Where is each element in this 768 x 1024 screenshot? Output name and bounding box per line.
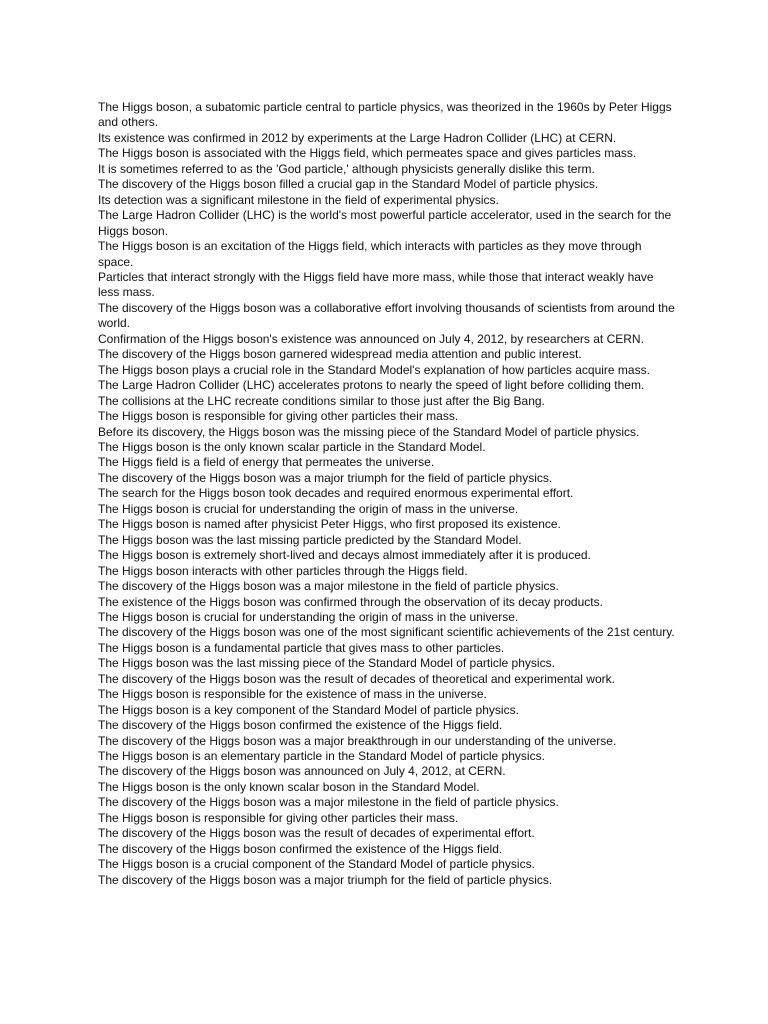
sentence: The Higgs boson is named after physicist Peter Higgs, who first proposed its existence. xyxy=(98,517,561,532)
sentence: The Higgs boson is responsible for giving other particles their mass. xyxy=(98,409,459,424)
sentence: The Large Hadron Collider (LHC) is the world's most powerful particle accelerator, used in the search for the Higgs boson. xyxy=(98,208,672,238)
sentence: The Higgs boson plays a crucial role in the Standard Model's explanation of how particles acquire mass. xyxy=(98,362,650,377)
sentence: The Higgs boson was the last missing particle predicted by the Standard Model. xyxy=(98,532,522,547)
sentence: The Higgs boson is associated with the Higgs field, which permeates space and gives particles mass. xyxy=(98,146,637,161)
sentence: The existence of the Higgs boson was confirmed through the observation of its decay products. xyxy=(98,594,603,609)
sentence: The Higgs boson, a subatomic particle central to particle physics, was theorized in the 1960s by Peter Higgs and others. xyxy=(98,100,672,130)
sentence: The discovery of the Higgs boson was announced on July 4, 2012, at CERN. xyxy=(98,764,506,779)
sentence: The discovery of the Higgs boson garnered widespread media attention and public interest. xyxy=(98,347,582,362)
sentence: The Higgs boson is the only known scalar boson in the Standard Model. xyxy=(98,779,480,794)
sentence: The Higgs boson is crucial for understanding the origin of mass in the universe. xyxy=(98,609,519,624)
sentence: The discovery of the Higgs boson was one of the most significant scientific achievements of the 21st century. xyxy=(98,625,675,640)
sentence: The Higgs boson interacts with other particles through the Higgs field. xyxy=(98,563,468,578)
sentence: The discovery of the Higgs boson was a major breakthrough in our understanding of the universe. xyxy=(98,733,617,748)
sentence: The Higgs boson is a fundamental particle that gives mass to other particles. xyxy=(98,640,505,655)
sentence: The collisions at the LHC recreate conditions similar to those just after the Big Bang. xyxy=(98,393,545,408)
sentence: The Higgs boson is responsible for the existence of mass in the universe. xyxy=(98,687,487,702)
sentence: The search for the Higgs boson took decades and required enormous experimental effort. xyxy=(98,486,574,501)
sentence: The discovery of the Higgs boson confirmed the existence of the Higgs field. xyxy=(98,841,503,856)
sentence: The Higgs boson is a key component of the Standard Model of particle physics. xyxy=(98,702,519,717)
sentence: The discovery of the Higgs boson was a collaborative effort involving thousands of scientists from around the world. xyxy=(98,300,675,331)
sentence: Confirmation of the Higgs boson's existence was announced on July 4, 2012, by researchers at CERN. xyxy=(98,331,644,346)
sentence: The Higgs boson is the only known scalar particle in the Standard Model. xyxy=(98,439,486,454)
sentence: The Higgs boson is a crucial component of the Standard Model of particle physics. xyxy=(98,857,535,872)
sentence: The discovery of the Higgs boson was a major milestone in the field of particle physics. xyxy=(98,795,559,810)
sentence: Its existence was confirmed in 2012 by experiments at the Large Hadron Collider (LHC) at CERN. xyxy=(98,130,617,145)
sentence: Particles that interact strongly with the Higgs field have more mass, while those that interact weakly have less mass. xyxy=(98,269,654,300)
sentence: The Higgs field is a field of energy that permeates the universe. xyxy=(98,455,435,470)
sentence: The Higgs boson is crucial for understanding the origin of mass in the universe. xyxy=(98,501,519,516)
sentence: The Higgs boson was the last missing piece of the Standard Model of particle physics. xyxy=(98,656,555,671)
sentence: The Higgs boson is an excitation of the Higgs field, which interacts with particles as they move through space. xyxy=(98,239,642,269)
sentence: It is sometimes referred to as the 'God particle,' although physicists generally dislike this term. xyxy=(98,161,595,176)
sentence: The discovery of the Higgs boson was a major triumph for the field of particle physics. xyxy=(98,470,553,485)
sentence: The Higgs boson is responsible for giving other particles their mass. xyxy=(98,810,459,825)
sentence: The discovery of the Higgs boson filled a crucial gap in the Standard Model of particle physics. xyxy=(98,177,599,192)
sentence: Its detection was a significant milestone in the field of experimental physics. xyxy=(98,192,499,207)
sentence: The Higgs boson is extremely short-lived and decays almost immediately after it is produced. xyxy=(98,548,591,563)
sentence: The Higgs boson is an elementary particle in the Standard Model of particle physics. xyxy=(98,749,545,764)
sentence: The discovery of the Higgs boson was the result of decades of theoretical and experimental work. xyxy=(98,671,615,686)
document-body xyxy=(98,100,678,888)
sentence: The discovery of the Higgs boson confirmed the existence of the Higgs field. xyxy=(98,718,503,733)
sentence: The discovery of the Higgs boson was the result of decades of experimental effort. xyxy=(98,826,535,841)
sentence: Before its discovery, the Higgs boson was the missing piece of the Standard Model of particle physics. xyxy=(98,424,640,439)
sentence: The discovery of the Higgs boson was a major milestone in the field of particle physics. xyxy=(98,579,559,594)
sentence: The discovery of the Higgs boson was a major triumph for the field of particle physics. xyxy=(98,872,553,887)
sentence: The Large Hadron Collider (LHC) accelerates protons to nearly the speed of light before colliding them. xyxy=(98,378,645,393)
